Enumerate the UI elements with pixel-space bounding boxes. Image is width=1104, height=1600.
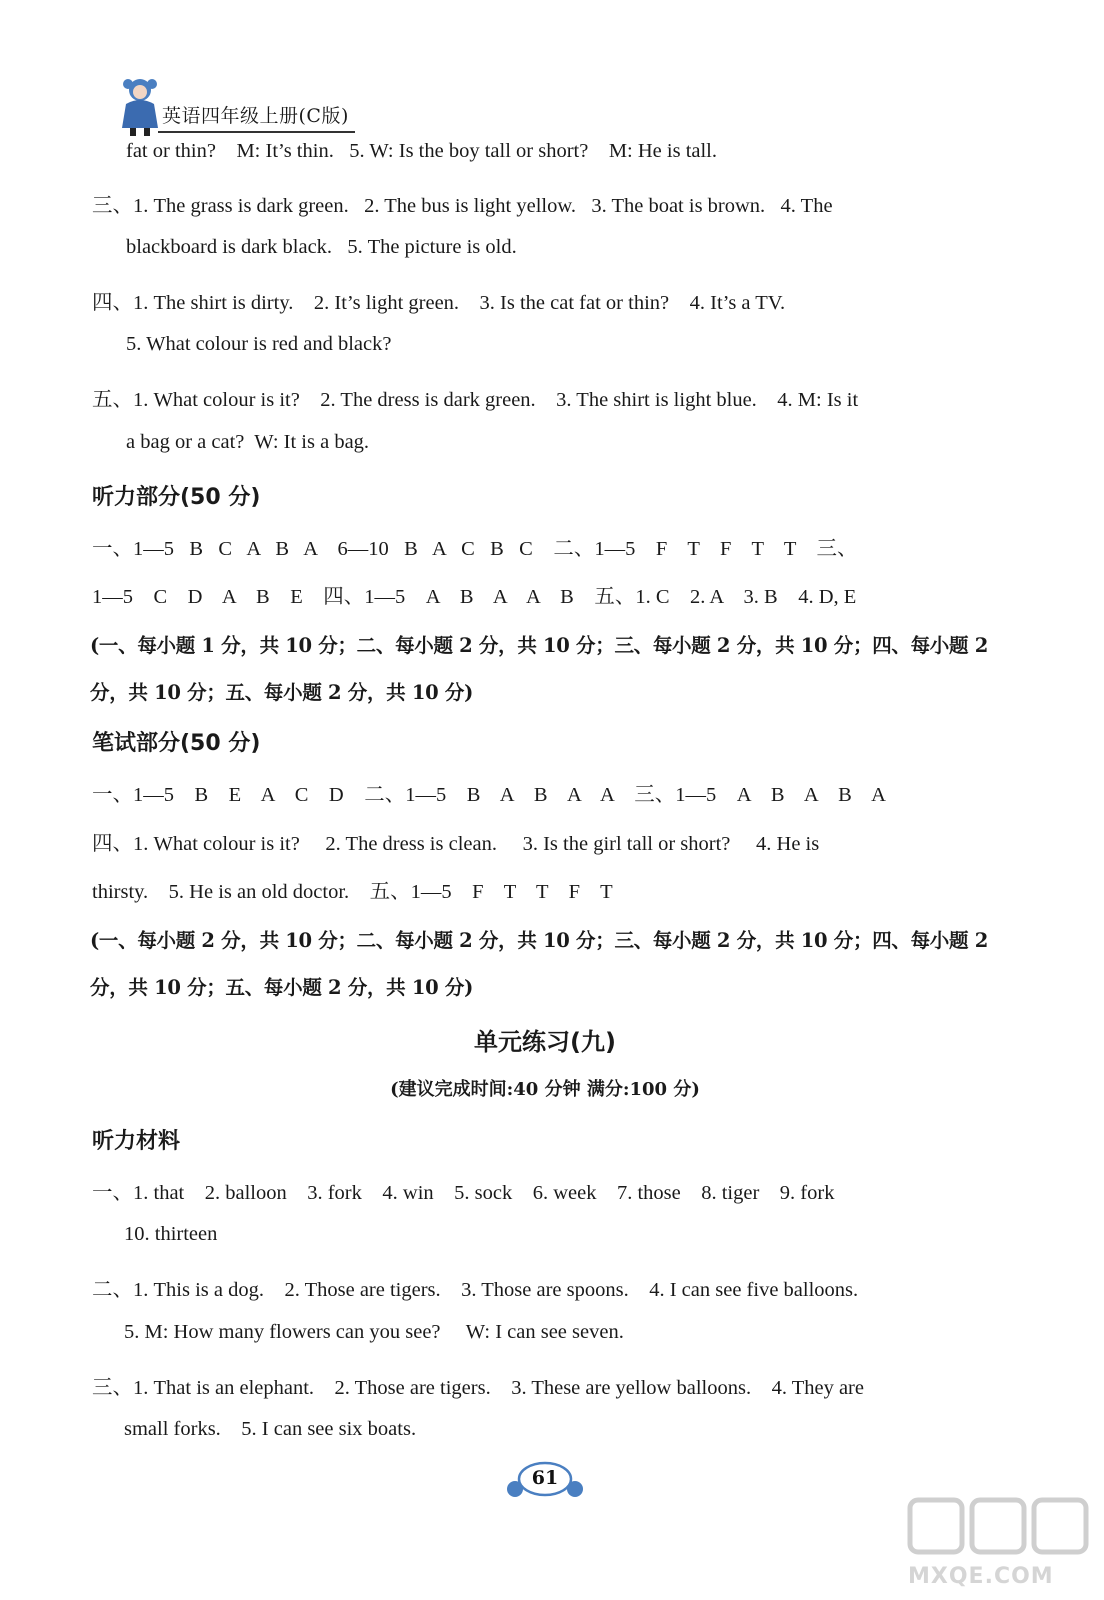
book-title: 英语四年级上册(C版)	[158, 100, 355, 133]
watermark-icon	[900, 1480, 1100, 1564]
score-note: 分，共 10 分；五、每小题 2 分，共 10 分)	[90, 681, 474, 704]
page-header	[118, 70, 418, 140]
answer-line: 10. thirteen	[124, 1223, 218, 1245]
section-heading-written: 笔试部分(50 分)	[92, 731, 261, 756]
answer-line: a bag or a cat? W: It is a bag.	[126, 431, 370, 453]
unit-title: 单元练习(九)	[474, 1028, 616, 1056]
answer-line: 5. M: How many flowers can you see? W: I can see seven.	[124, 1321, 624, 1343]
watermark-logo	[900, 1480, 1100, 1595]
answer-line: 5. What colour is red and black?	[126, 333, 392, 355]
unit-subtitle: (建议完成时间:40 分钟 满分:100 分)	[390, 1079, 700, 1100]
answer-line: blackboard is dark black. 5. The picture is old.	[126, 236, 517, 258]
answer-line: 一、1—5 B C A B A 6—10 B A C B C 二、1—5 F T F T T 三、	[92, 538, 858, 560]
answer-line: 五、1. What colour is it? 2. The dress is dark green. 3. The shirt is light blue. 4. M: Is it	[92, 389, 859, 411]
answer-line: 二、1. This is a dog. 2. Those are tigers. 3. Those are spoons. 4. I can see five balloons.	[92, 1279, 859, 1301]
answer-line: 1—5 C D A B E 四、1—5 A B A A B 五、1. C 2. A 3. B 4. D, E	[92, 586, 857, 608]
answer-line: 四、1. The shirt is dirty. 2. It’s light green. 3. Is the cat fat or thin? 4. It’s a TV.	[92, 292, 786, 314]
watermark-text: MXQE.COM	[908, 1564, 1054, 1589]
page-number-badge	[505, 1455, 585, 1503]
girl-mascot-icon	[118, 76, 162, 138]
page-number: 61	[531, 1467, 559, 1489]
section-heading-listening: 听力部分(50 分)	[92, 485, 261, 510]
answer-line: small forks. 5. I can see six boats.	[124, 1418, 417, 1440]
answer-line: fat or thin? M: It’s thin. 5. W: Is the boy tall or short? M: He is tall.	[126, 140, 718, 162]
answer-line: 一、1—5 B E A C D 二、1—5 B A B A A 三、1—5 A B A B A	[92, 784, 886, 806]
section-heading-materials: 听力材料	[92, 1129, 181, 1154]
score-note: 分，共 10 分；五、每小题 2 分，共 10 分)	[90, 976, 474, 999]
score-note: (一、每小题 2 分，共 10 分；二、每小题 2 分，共 10 分；三、每小题 2 分，共 10 分；四、每小题 2	[90, 929, 988, 952]
answer-line: thirsty. 5. He is an old doctor. 五、1—5 F T T F T	[92, 881, 613, 903]
answer-line: 一、1. that 2. balloon 3. fork 4. win 5. sock 6. week 7. those 8. tiger 9. fork	[92, 1182, 835, 1204]
answer-line: 三、1. That is an elephant. 2. Those are tigers. 3. These are yellow balloons. 4. They are	[92, 1377, 864, 1399]
answer-line: 四、1. What colour is it? 2. The dress is clean. 3. Is the girl tall or short? 4. He is	[92, 833, 820, 855]
answer-line: 三、1. The grass is dark green. 2. The bus is light yellow. 3. The boat is brown. 4. The	[92, 195, 833, 217]
score-note: (一、每小题 1 分，共 10 分；二、每小题 2 分，共 10 分；三、每小题 2 分，共 10 分；四、每小题 2	[90, 634, 988, 657]
